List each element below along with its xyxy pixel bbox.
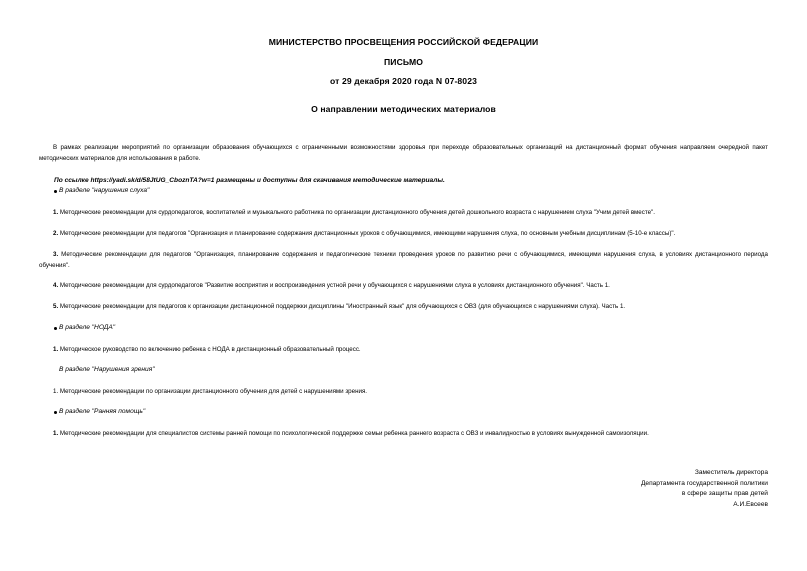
ministry-title: МИНИСТЕРСТВО ПРОСВЕЩЕНИЯ РОССИЙСКОЙ ФЕДЕРАЦИИ: [268, 37, 539, 47]
signature-department-1: Департамента государственной политики: [640, 479, 768, 487]
item-number: 1.: [53, 346, 59, 353]
list-item: [39, 281, 768, 292]
item-text: Методические рекомендации для специалистов системы ранней помощи по психологической поддержке семьи ребенка раннего возраста с ОВЗ и инвалидностью в условиях вынужденной самоизоляции.: [59, 430, 649, 437]
signature-department-2: в сфере защиты прав детей: [681, 490, 768, 497]
section-hearing-heading: [54, 186, 149, 196]
document-subject: О направлении методических материалов: [311, 104, 496, 114]
signature-block: [641, 468, 768, 510]
list-item: [39, 345, 768, 356]
section-noda-heading: [54, 323, 115, 333]
section-title: В разделе "НОДА": [59, 324, 116, 331]
list-item: [39, 229, 768, 240]
list-item: [39, 429, 768, 440]
section-title: В разделе "Нарушения зрения": [59, 366, 155, 373]
signature-position: Заместитель директора: [694, 469, 768, 476]
item-text: Методические рекомендации для педагогов к организации дистанционной поддержки дисциплины "Иностранный язык" для обучающихся с ОВЗ (для обучающихся с нарушениями слуха). Часть 1.: [59, 303, 626, 310]
section-vision-heading: [54, 365, 155, 375]
materials-link-line[interactable]: По ссылке https://yadi.sk/d/58JtUG_CboznTA?w=1 размещены и доступны для скачивания методические материалы.: [54, 177, 445, 184]
bullet-icon: [54, 327, 57, 330]
item-text: Методическое руководство по включению ребенка с НОДА в дистанционный образовательный процесс.: [59, 346, 361, 353]
item-text: Методические рекомендации для педагогов "Организация, планирование содержания и педагогические техники проведения уроков по развитию речи с обучающимися, имеющими нарушения слуха, в условиях дистанционного периода обучения".: [39, 251, 768, 269]
document-date-number: от 29 декабря 2020 года N 07-8023: [330, 76, 477, 86]
section-early-heading: [54, 407, 145, 417]
section-title: В разделе "нарушения слуха": [59, 187, 150, 194]
list-item: [39, 302, 768, 313]
item-number: 1.: [53, 430, 59, 437]
item-text: Методические рекомендации для педагогов "Организация и планирование содержания дистанционных уроков с обучающимися, имеющими нарушения слуха, по основным учебным дисциплинам (5-10-е классы)".: [59, 230, 676, 237]
list-item: [39, 208, 768, 219]
item-number: 1.: [53, 388, 59, 395]
item-number: 4.: [53, 282, 59, 289]
item-text: Методические рекомендации по организации дистанционного обучения для детей с нарушениями зрения.: [59, 388, 368, 395]
bullet-icon: [54, 411, 57, 414]
bullet-icon: [54, 190, 57, 193]
section-title: В разделе "Ранняя помощь": [59, 408, 146, 415]
list-item: [39, 387, 768, 398]
item-number: 2.: [53, 230, 59, 237]
intro-paragraph: В рамках реализации мероприятий по организации образования обучающихся с ограниченными возможностями здоровья при переходе образовательных организаций на дистанционный формат обучения направляем очередной пакет методических материалов для использования в работе.: [39, 144, 768, 162]
signature-name: А.И.Евсеев: [733, 500, 768, 508]
document-type: ПИСЬМО: [384, 57, 423, 67]
list-item: [39, 250, 768, 271]
item-text: Методические рекомендации для сурдопедагогов, воспитателей и музыкального работника по организации дистанционного обучения детей дошкольного возраста с нарушением слуха "Учим детей вместе".: [59, 209, 655, 216]
item-text: Методические рекомендации для сурдопедагогов "Развитие восприятия и воспроизведения устной речи у обучающихся с нарушениями слуха в условиях дистанционного обучения". Часть 1.: [59, 282, 610, 289]
item-number: 5.: [53, 303, 59, 310]
item-number: 3.: [53, 251, 59, 258]
item-number: 1.: [53, 209, 59, 216]
